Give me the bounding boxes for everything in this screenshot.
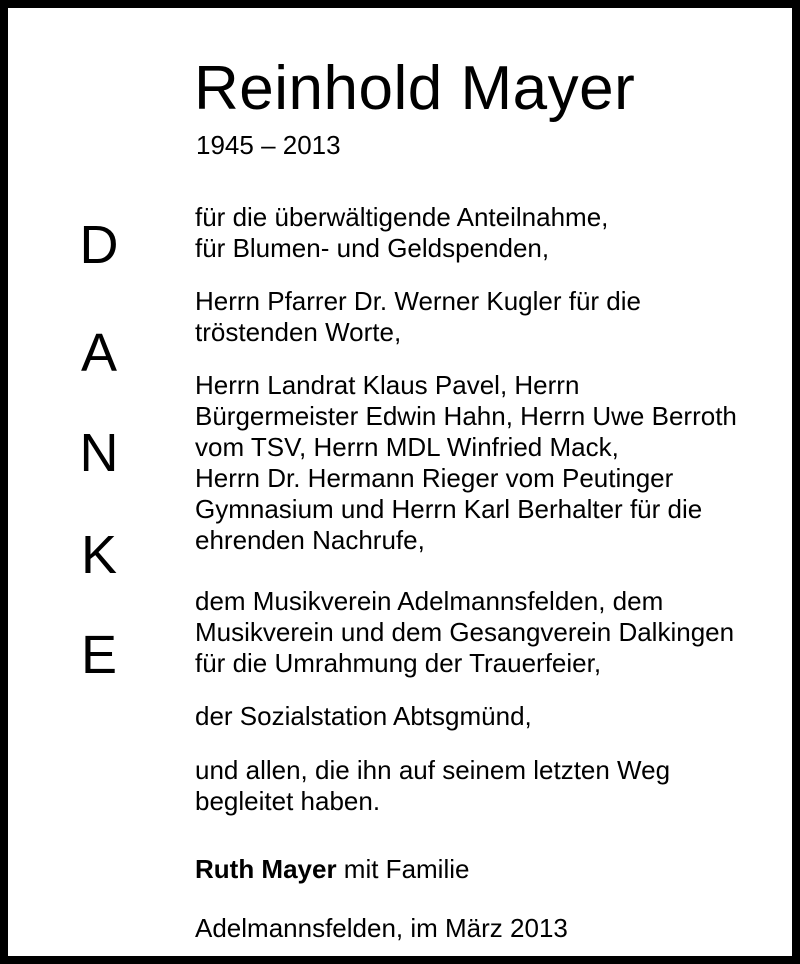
dank-letter-d: D: [79, 215, 119, 275]
signer-family: mit Familie: [336, 854, 470, 884]
text-line: ehrenden Nachrufe,: [195, 525, 425, 555]
thanks-paragraph-4: [195, 586, 795, 679]
text-line: für die überwältigende Anteilnahme,: [195, 202, 609, 232]
deceased-name: Reinhold Mayer: [194, 54, 636, 123]
text-line: begleitet haben.: [195, 786, 381, 816]
text-line: Gymnasium und Herrn Karl Berhalter für die: [195, 494, 703, 524]
text-line: Herrn Dr. Hermann Rieger vom Peutinger: [195, 463, 674, 493]
dank-letter-a: A: [80, 323, 118, 383]
text-line: vom TSV, Herrn MDL Winfried Mack,: [195, 432, 619, 462]
text-line: Musikverein und dem Gesangverein Dalkingen: [195, 617, 735, 647]
dank-letter-n: N: [79, 423, 119, 483]
signer-name: Ruth Mayer: [195, 854, 337, 884]
thanks-paragraph-2: [195, 286, 795, 348]
signature-line: [195, 854, 469, 885]
text-line: Herrn Landrat Klaus Pavel, Herrn: [195, 370, 580, 400]
text-line: für die Umrahmung der Trauerfeier,: [195, 648, 602, 678]
text-line: tröstenden Worte,: [195, 317, 402, 347]
thanks-paragraph-1: [195, 202, 795, 264]
thanks-paragraph-5: [195, 701, 795, 732]
place-date: Adelmannsfelden, im März 2013: [195, 913, 568, 943]
thanks-paragraph-3: [195, 370, 795, 556]
text-line: für Blumen- und Geldspenden,: [195, 233, 550, 263]
text-line: dem Musikverein Adelmannsfelden, dem: [195, 586, 664, 616]
thanks-paragraph-6: [195, 755, 795, 817]
life-years: 1945 – 2013: [196, 130, 341, 160]
dank-letter-k: K: [80, 525, 118, 585]
text-line: Bürgermeister Edwin Hahn, Herrn Uwe Berroth: [195, 401, 737, 431]
dank-letter-e: E: [80, 625, 118, 685]
text-line: Herrn Pfarrer Dr. Werner Kugler für die: [195, 286, 641, 316]
text-line: der Sozialstation Abtsgmünd,: [195, 701, 532, 731]
text-line: und allen, die ihn auf seinem letzten Weg: [195, 755, 671, 785]
